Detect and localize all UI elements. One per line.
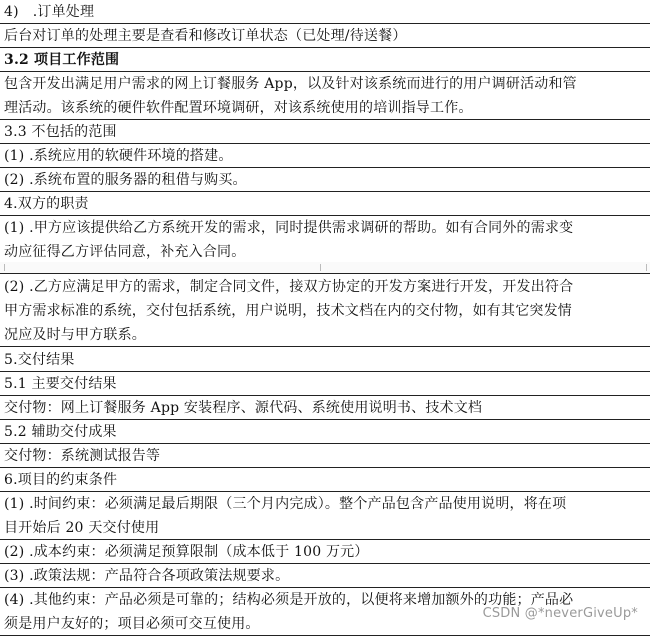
document-row xyxy=(0,348,650,372)
document-row-line: 包含开发出满足用户需求的网上订餐服务 App，以及针对该系统而进行的用户调研活动和管 xyxy=(4,76,577,92)
document-row xyxy=(0,372,650,396)
document-row-line: 4) .订单处理 xyxy=(4,4,95,20)
document-row xyxy=(0,72,650,120)
document-row xyxy=(0,168,650,192)
document-row-line: (1) .系统应用的软硬件环境的搭建。 xyxy=(4,148,233,164)
document-row-line: 须是用户友好的；项目必须可交互使用。 xyxy=(4,616,260,632)
document-row-line: (2) .成本约束：必须满足预算限制（成本低于 100 万元） xyxy=(4,544,369,560)
document-row xyxy=(0,120,650,144)
document-row-line: 甲方需求标准的系统，交付包括系统，用户说明，技术文档在内的交付物，如有其它突发情 xyxy=(4,303,572,319)
document-row-line: 后台对订单的处理主要是查看和修改订单状态（已处理/待送餐） xyxy=(4,28,407,44)
document-row-line: (1) .时间约束：必须满足最后期限（三个月内完成）。整个产品包含产品使用说明，将在项 xyxy=(4,496,567,512)
document-row xyxy=(0,468,650,492)
document-row-line: 5.1 主要交付结果 xyxy=(4,376,117,392)
document-row-line: 6.项目的约束条件 xyxy=(4,472,118,488)
document-row xyxy=(0,275,650,347)
document-row xyxy=(0,564,650,588)
document-row-line: 5.交付结果 xyxy=(4,352,75,368)
document-row xyxy=(0,540,650,564)
document-row xyxy=(0,396,650,420)
document-row-line: (3) .政策法规：产品符合各项政策法规要求。 xyxy=(4,568,290,584)
gap-tick xyxy=(4,264,5,271)
document-row-line: 目开始后 20 天交付使用 xyxy=(4,520,160,536)
document-row-line: (1) .甲方应该提供给乙方系统开发的需求，同时提供需求调研的帮助。如有合同外的需求变 xyxy=(4,220,574,236)
document-row xyxy=(0,192,650,216)
gap-tick xyxy=(320,264,321,271)
document-row-line: 理活动。该系统的硬件软件配置环境调研，对该系统使用的培训指导工作。 xyxy=(4,100,473,116)
document-row-line: (2) .乙方应满足甲方的需求，制定合同文件，接双方协定的开发方案进行开发，开发出符合 xyxy=(4,279,574,295)
document-row xyxy=(0,492,650,540)
document-row xyxy=(0,48,650,72)
document-row xyxy=(0,444,650,468)
document-row-line: 5.2 辅助交付成果 xyxy=(4,424,117,440)
document-row xyxy=(0,216,650,264)
document-row-line: 3.3 不包括的范围 xyxy=(4,124,117,140)
document-row-line: 3.2 项目工作范围 xyxy=(4,52,120,68)
document-row-line: 交付物：系统测试报告等 xyxy=(4,448,161,464)
document-row xyxy=(0,24,650,48)
document-row-line: 动应征得乙方评估同意，补充入合同。 xyxy=(4,244,246,260)
document-row-line: 4.双方的职责 xyxy=(4,196,89,212)
document-row xyxy=(0,420,650,444)
csdn-watermark: CSDN @*neverGiveUp* xyxy=(482,606,638,621)
table-gap-strip xyxy=(0,262,650,274)
document-row-line: 交付物：网上订餐服务 App 安装程序、源代码、系统使用说明书、技术文档 xyxy=(4,400,483,416)
document-row xyxy=(0,144,650,168)
gap-tick xyxy=(646,264,647,271)
document-row-line: 况应及时与甲方联系。 xyxy=(4,327,146,343)
document-row xyxy=(0,0,650,24)
document-row-line: (4) .其他约束：产品必须是可靠的；结构必须是开放的，以便将来增加额外的功能；产品必 xyxy=(4,592,574,608)
document-row-line: (2) .系统布置的服务器的租借与购买。 xyxy=(4,172,247,188)
